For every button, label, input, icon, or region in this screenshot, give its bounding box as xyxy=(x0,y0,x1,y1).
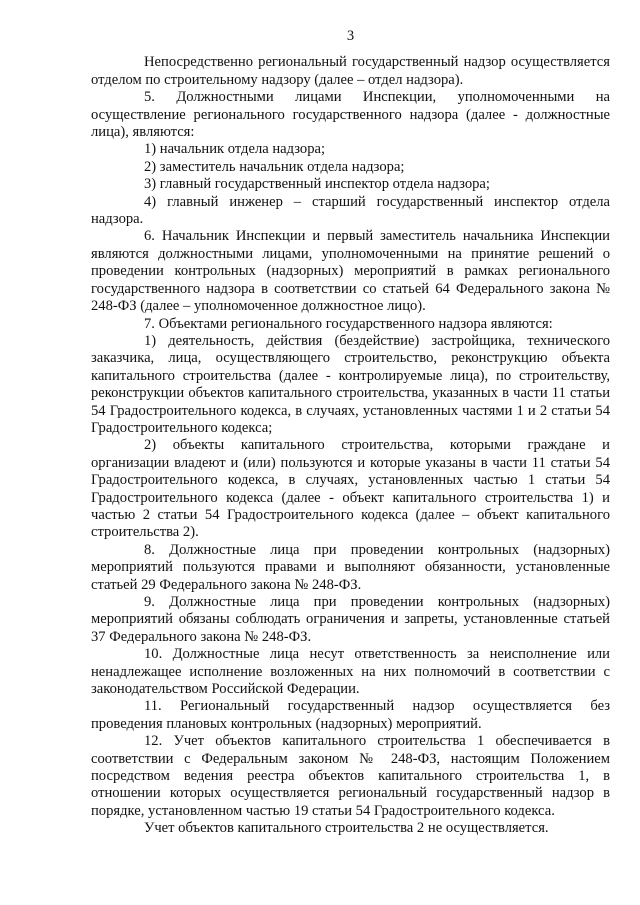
list-item-officials-3: 3) главный государственный инспектор отдела надзора; xyxy=(144,176,490,193)
list-item-objects-1: 1) деятельность, действия (бездействие) застройщика, технического заказчика, лица, осуществляющего строительство, реконструкцию объекта капитального строительства (далее - контролируемые лица), по строительству, реконструкции объектов капитального строительства, указанных в части 11 статьи 54 Градостроительного кодекса, в случаях, установленных частями 1 и 2 статьи 54 Градостроительного кодекса; xyxy=(91,332,610,436)
paragraph-7-objects: 7. Объектами регионального государственного надзора являются: xyxy=(144,315,553,332)
paragraph-6-authorized-persons: 6. Начальник Инспекции и первый заместитель начальника Инспекции являются должностными лицами, уполномоченными на принятие решений о проведении контрольных (надзорных) мероприятий в рамках регионального государственного надзора в соответствии со статьей 64 Федерального закона № 248-ФЗ (далее – уполномоченное должностное лицо). xyxy=(91,228,610,315)
paragraph-registry-note: Учет объектов капитального строительства 2 не осуществляется. xyxy=(144,820,549,837)
paragraph-5-officials: 5. Должностными лицами Инспекции, уполномоченными на осуществление регионального государственного надзора (далее - должностные лица), являются: xyxy=(91,89,610,141)
list-item-officials-4: 4) главный инженер – старший государственный инспектор отдела надзора. xyxy=(91,193,610,228)
paragraph-8-rights: 8. Должностные лица при проведении контрольных (надзорных) мероприятий пользуются правами и выполняют обязанности, установленные статьей 29 Федерального закона № 248-ФЗ. xyxy=(91,541,610,593)
list-item-officials-1: 1) начальник отдела надзора; xyxy=(144,141,326,158)
paragraph-12-registry: 12. Учет объектов капитального строительства 1 обеспечивается в соответствии с Федеральным законом № 248-ФЗ, настоящим Положением посредством ведения реестра объектов капитального строительства 1, в отношении которых осуществляется региональный государственный надзор в порядке, установленном частью 19 статьи 54 Градостроительного кодекса. xyxy=(91,733,610,819)
paragraph-9-restrictions: 9. Должностные лица при проведении контрольных (надзорных) мероприятий обязаны соблюдать ограничения и запреты, установленные статьей 37 Федерального закона № 248-ФЗ. xyxy=(91,594,610,645)
page-number: 3 xyxy=(346,28,355,44)
document-page xyxy=(91,28,610,838)
paragraph-direct-supervision: Непосредственно региональный государственный надзор осуществляется отделом по строительному надзору (далее – отдел надзора). xyxy=(91,54,610,88)
list-item-objects-2: 2) объекты капитального строительства, которыми граждане и организации владеют и (или) пользуются и которые указаны в части 11 статьи 54 Градостроительного кодекса, в случаях, установленных частью 1 статьи 54 Градостроительного кодекса (далее - объект капитального строительства 1) и частью 2 статьи 54 Градостроительного кодекса (далее – объект капитального строительства 2). xyxy=(91,437,610,541)
list-item-officials-2: 2) заместитель начальник отдела надзора; xyxy=(144,158,405,175)
paragraph-10-responsibility: 10. Должностные лица несут ответственность за неисполнение или ненадлежащее исполнение возложенных на них полномочий в соответствии с законодательством Российской Федерации. xyxy=(91,646,610,698)
paragraph-11-no-planned-inspections: 11. Региональный государственный надзор осуществляется без проведения плановых контрольных (надзорных) мероприятий. xyxy=(91,698,610,732)
